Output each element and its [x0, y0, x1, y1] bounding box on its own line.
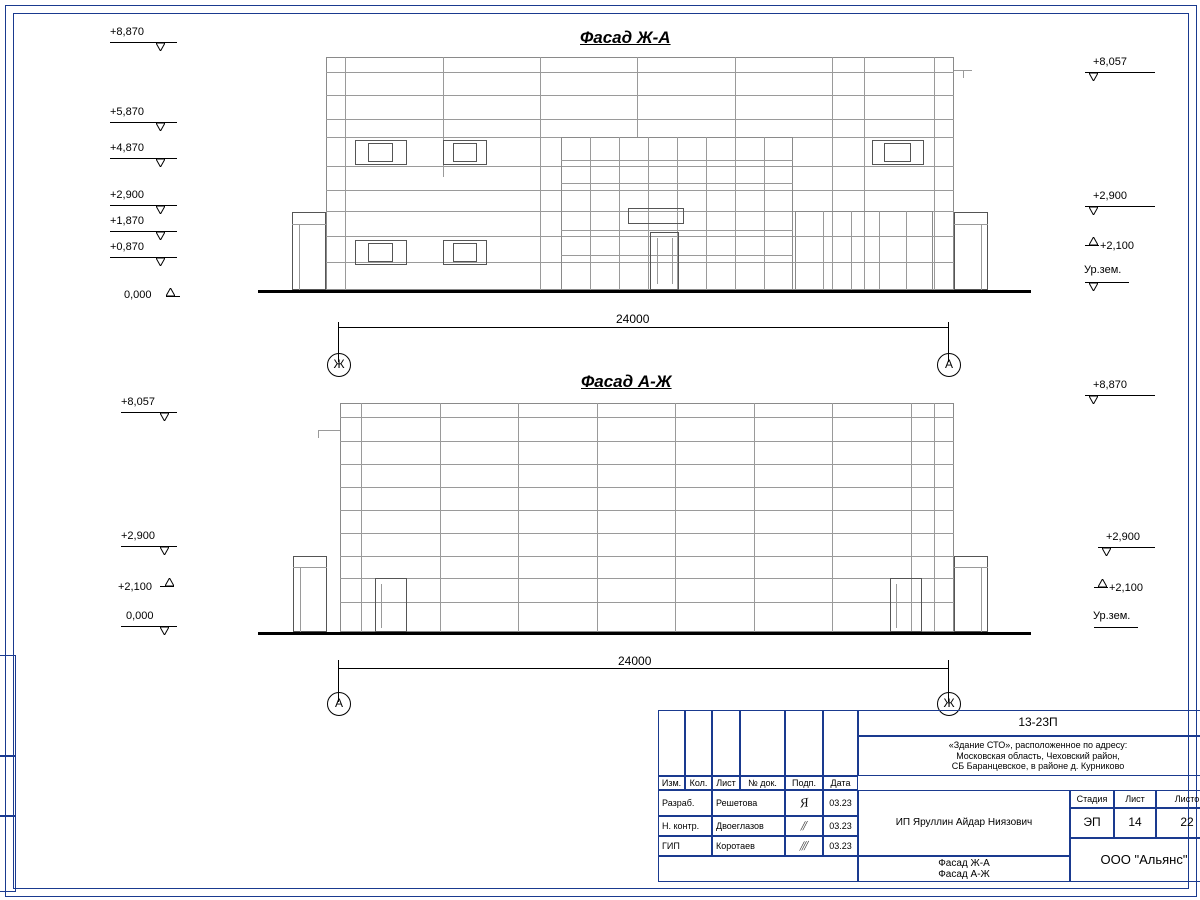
stamp-signature [785, 816, 823, 836]
stamp-name: Коротаев [712, 836, 785, 856]
stamp-date: 03.23 [823, 790, 858, 816]
level-arrow-icon [166, 288, 175, 296]
level-mark: +2,100 [1109, 582, 1143, 594]
signature-glyph: ∕∕ [800, 817, 808, 833]
level-mark: +0,870 [110, 241, 144, 253]
level-mark: +5,870 [110, 106, 144, 118]
facade2-door [375, 578, 407, 632]
level-arrow-icon [1102, 548, 1111, 556]
facade2-ground-line [258, 632, 1031, 635]
level-arrow-icon [156, 258, 165, 266]
stamp-customer: ИП Яруллин Айдар Ниязович [858, 790, 1070, 856]
facade1-ground-line [258, 290, 1031, 293]
level-mark: +1,870 [110, 215, 144, 227]
facade2-dimension-label: 24000 [618, 654, 652, 668]
stamp-object-line: «Здание СТО», расположенное по адресу: [948, 740, 1128, 751]
stamp-name: Двоеглазов [712, 816, 785, 836]
facade1-dimension-label: 24000 [616, 312, 650, 326]
stamp-stage-header: Стадия [1070, 790, 1114, 808]
stamp-date: 03.23 [823, 816, 858, 836]
stamp-blank [685, 710, 712, 776]
level-arrow-icon [1089, 283, 1098, 291]
facade1-window [884, 143, 911, 162]
facade1-window [368, 243, 393, 262]
level-mark: +4,870 [110, 142, 144, 154]
level-arrow-icon [156, 206, 165, 214]
stamp-object-line: Московская область, Чеховский район, [956, 750, 1120, 761]
axis-marker: Ж [937, 692, 961, 716]
left-margin-box-3 [0, 815, 16, 892]
facade1-window [453, 243, 477, 262]
level-mark: +8,057 [1093, 56, 1127, 68]
stamp-sheet-title [858, 856, 1070, 882]
level-arrow-icon [1089, 73, 1098, 81]
stamp-col-header: Изм. [658, 776, 685, 790]
level-arrow-icon [160, 547, 169, 555]
stamp-blank [658, 856, 858, 882]
stamp-blank [823, 710, 858, 776]
level-arrow-icon [165, 578, 174, 586]
axis-marker: А [937, 353, 961, 377]
level-mark: +8,870 [110, 26, 144, 38]
level-mark: +2,100 [1100, 240, 1134, 252]
stamp-name: Решетова [712, 790, 785, 816]
stamp-col-header: Дата [823, 776, 858, 790]
stamp-code: 13-23П [858, 710, 1200, 736]
stamp-date: 03.23 [823, 836, 858, 856]
level-arrow-icon [156, 159, 165, 167]
level-mark: +2,900 [1106, 531, 1140, 543]
level-mark: +8,870 [1093, 379, 1127, 391]
level-mark: +8,057 [121, 396, 155, 408]
level-arrow-icon [1098, 579, 1107, 587]
level-mark: +2,900 [121, 530, 155, 542]
level-arrow-icon [160, 627, 169, 635]
level-arrow-icon [1089, 207, 1098, 215]
stamp-signature [785, 790, 823, 816]
level-arrow-icon [1089, 396, 1098, 404]
facade2-building-outline [340, 403, 954, 632]
stamp-lists-header: Листо [1156, 790, 1200, 808]
level-mark: +2,900 [110, 189, 144, 201]
stamp-blank [712, 710, 740, 776]
stamp-sheet-title-line: Фасад А-Ж [938, 869, 990, 880]
stamp-company: ООО "Альянс" [1070, 838, 1200, 882]
level-arrow-icon [156, 123, 165, 131]
left-margin-box-1 [0, 655, 16, 757]
signature-glyph: ∕∕∕ [799, 837, 809, 853]
facade1-entrance-canopy [628, 208, 684, 224]
stamp-lists-value: 22 [1156, 808, 1200, 838]
title-block [658, 710, 1200, 882]
level-mark: 0,000 [124, 289, 152, 301]
signature-glyph: Я [798, 794, 810, 811]
facade1-title: Фасад Ж-А [580, 28, 671, 47]
stamp-list-value: 14 [1114, 808, 1156, 838]
stamp-blank [785, 710, 823, 776]
stamp-blank [740, 710, 785, 776]
ground-level-label: Ур.зем. [1084, 264, 1122, 276]
axis-marker: А [327, 692, 351, 716]
ground-level-label: Ур.зем. [1093, 610, 1131, 622]
facade1-window [368, 143, 393, 162]
facade2-door [890, 578, 922, 632]
stamp-col-header: Подп. [785, 776, 823, 790]
facade1-window [453, 143, 477, 162]
level-mark: 0,000 [126, 610, 154, 622]
level-arrow-icon [1089, 237, 1098, 245]
stamp-stage-value: ЭП [1070, 808, 1114, 838]
stamp-col-header: № док. [740, 776, 785, 790]
stamp-sheet-title-line: Фасад Ж-А [938, 857, 990, 869]
level-mark: +2,900 [1093, 190, 1127, 202]
stamp-col-header: Лист [712, 776, 740, 790]
axis-marker: Ж [327, 353, 351, 377]
stamp-object [858, 736, 1200, 776]
facade1-entrance-door [650, 232, 679, 290]
stamp-blank [658, 710, 685, 776]
stamp-signature [785, 836, 823, 856]
left-margin-box-2 [0, 755, 16, 817]
stamp-list-header: Лист [1114, 790, 1156, 808]
stamp-role: ГИП [658, 836, 712, 856]
level-arrow-icon [156, 232, 165, 240]
stamp-role: Н. контр. [658, 816, 712, 836]
facade1-glazing-right [795, 211, 933, 290]
stamp-col-header: Кол. [685, 776, 712, 790]
facade2-title: Фасад А-Ж [581, 372, 672, 391]
stamp-object-line: СБ Баранцевское, в районе д. Курниково [951, 761, 1125, 772]
level-arrow-icon [156, 43, 165, 51]
level-mark: +2,100 [118, 581, 152, 593]
stamp-role: Разраб. [658, 790, 712, 816]
level-arrow-icon [160, 413, 169, 421]
